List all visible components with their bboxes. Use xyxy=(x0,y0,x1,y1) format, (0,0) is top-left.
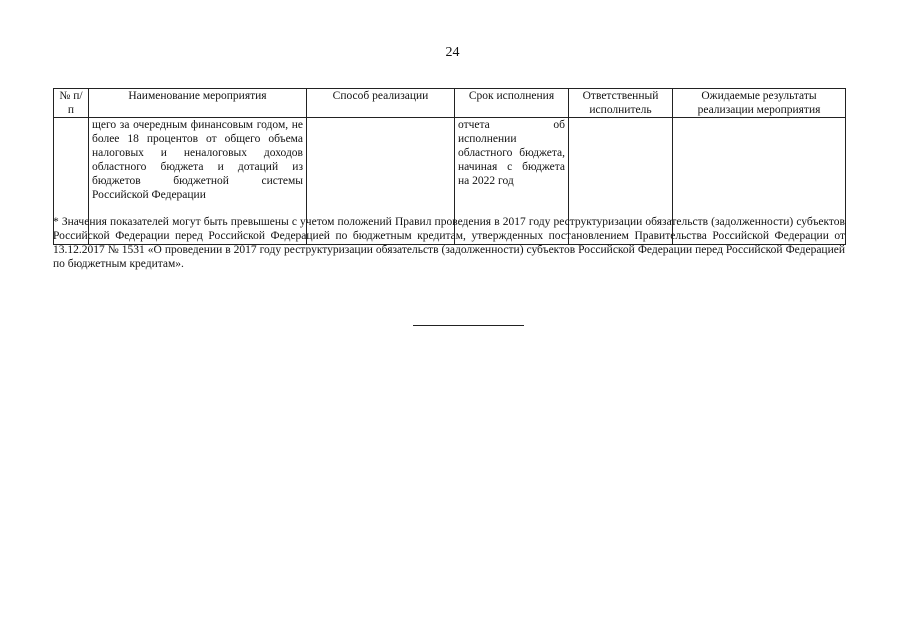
header-results: Ожидаемые результаты реализации мероприятия xyxy=(673,89,846,118)
table-header-row xyxy=(54,89,846,118)
header-deadline: Срок исполнения xyxy=(455,89,569,118)
header-method: Способ реализации xyxy=(307,89,455,118)
end-divider xyxy=(413,325,524,326)
cell-name: щего за очередным финансовым годом, не более 18 процентов от общего объема налоговых и неналоговых доходов областного бюджета и дотаций из бюджетов бюджетной системы Российской Федерации xyxy=(89,118,307,245)
header-name: Наименование мероприятия xyxy=(89,89,307,118)
header-num: № п/п xyxy=(54,89,89,118)
footnote: * Значения показателей могут быть превышены с учетом положений Правил проведения в 2017 году реструктуризации обязательств (задолженности) субъектов Российской Федерации перед Российской Федерацией по бюджетным кредитам, утвержденных постановлением Правительства Российской Федерации от 13.12.2017 № 1531 «О проведении в 2017 году реструктуризации обязательств (задолженности) субъектов Российской Федерации перед Российской Федерацией по бюджетным кредитам». xyxy=(53,216,845,270)
page-number: 24 xyxy=(445,45,460,60)
cell-deadline: отчета об исполнении областного бюджета, начиная с бюджета на 2022 год xyxy=(455,118,569,245)
header-responsible: Ответственный исполнитель xyxy=(569,89,673,118)
